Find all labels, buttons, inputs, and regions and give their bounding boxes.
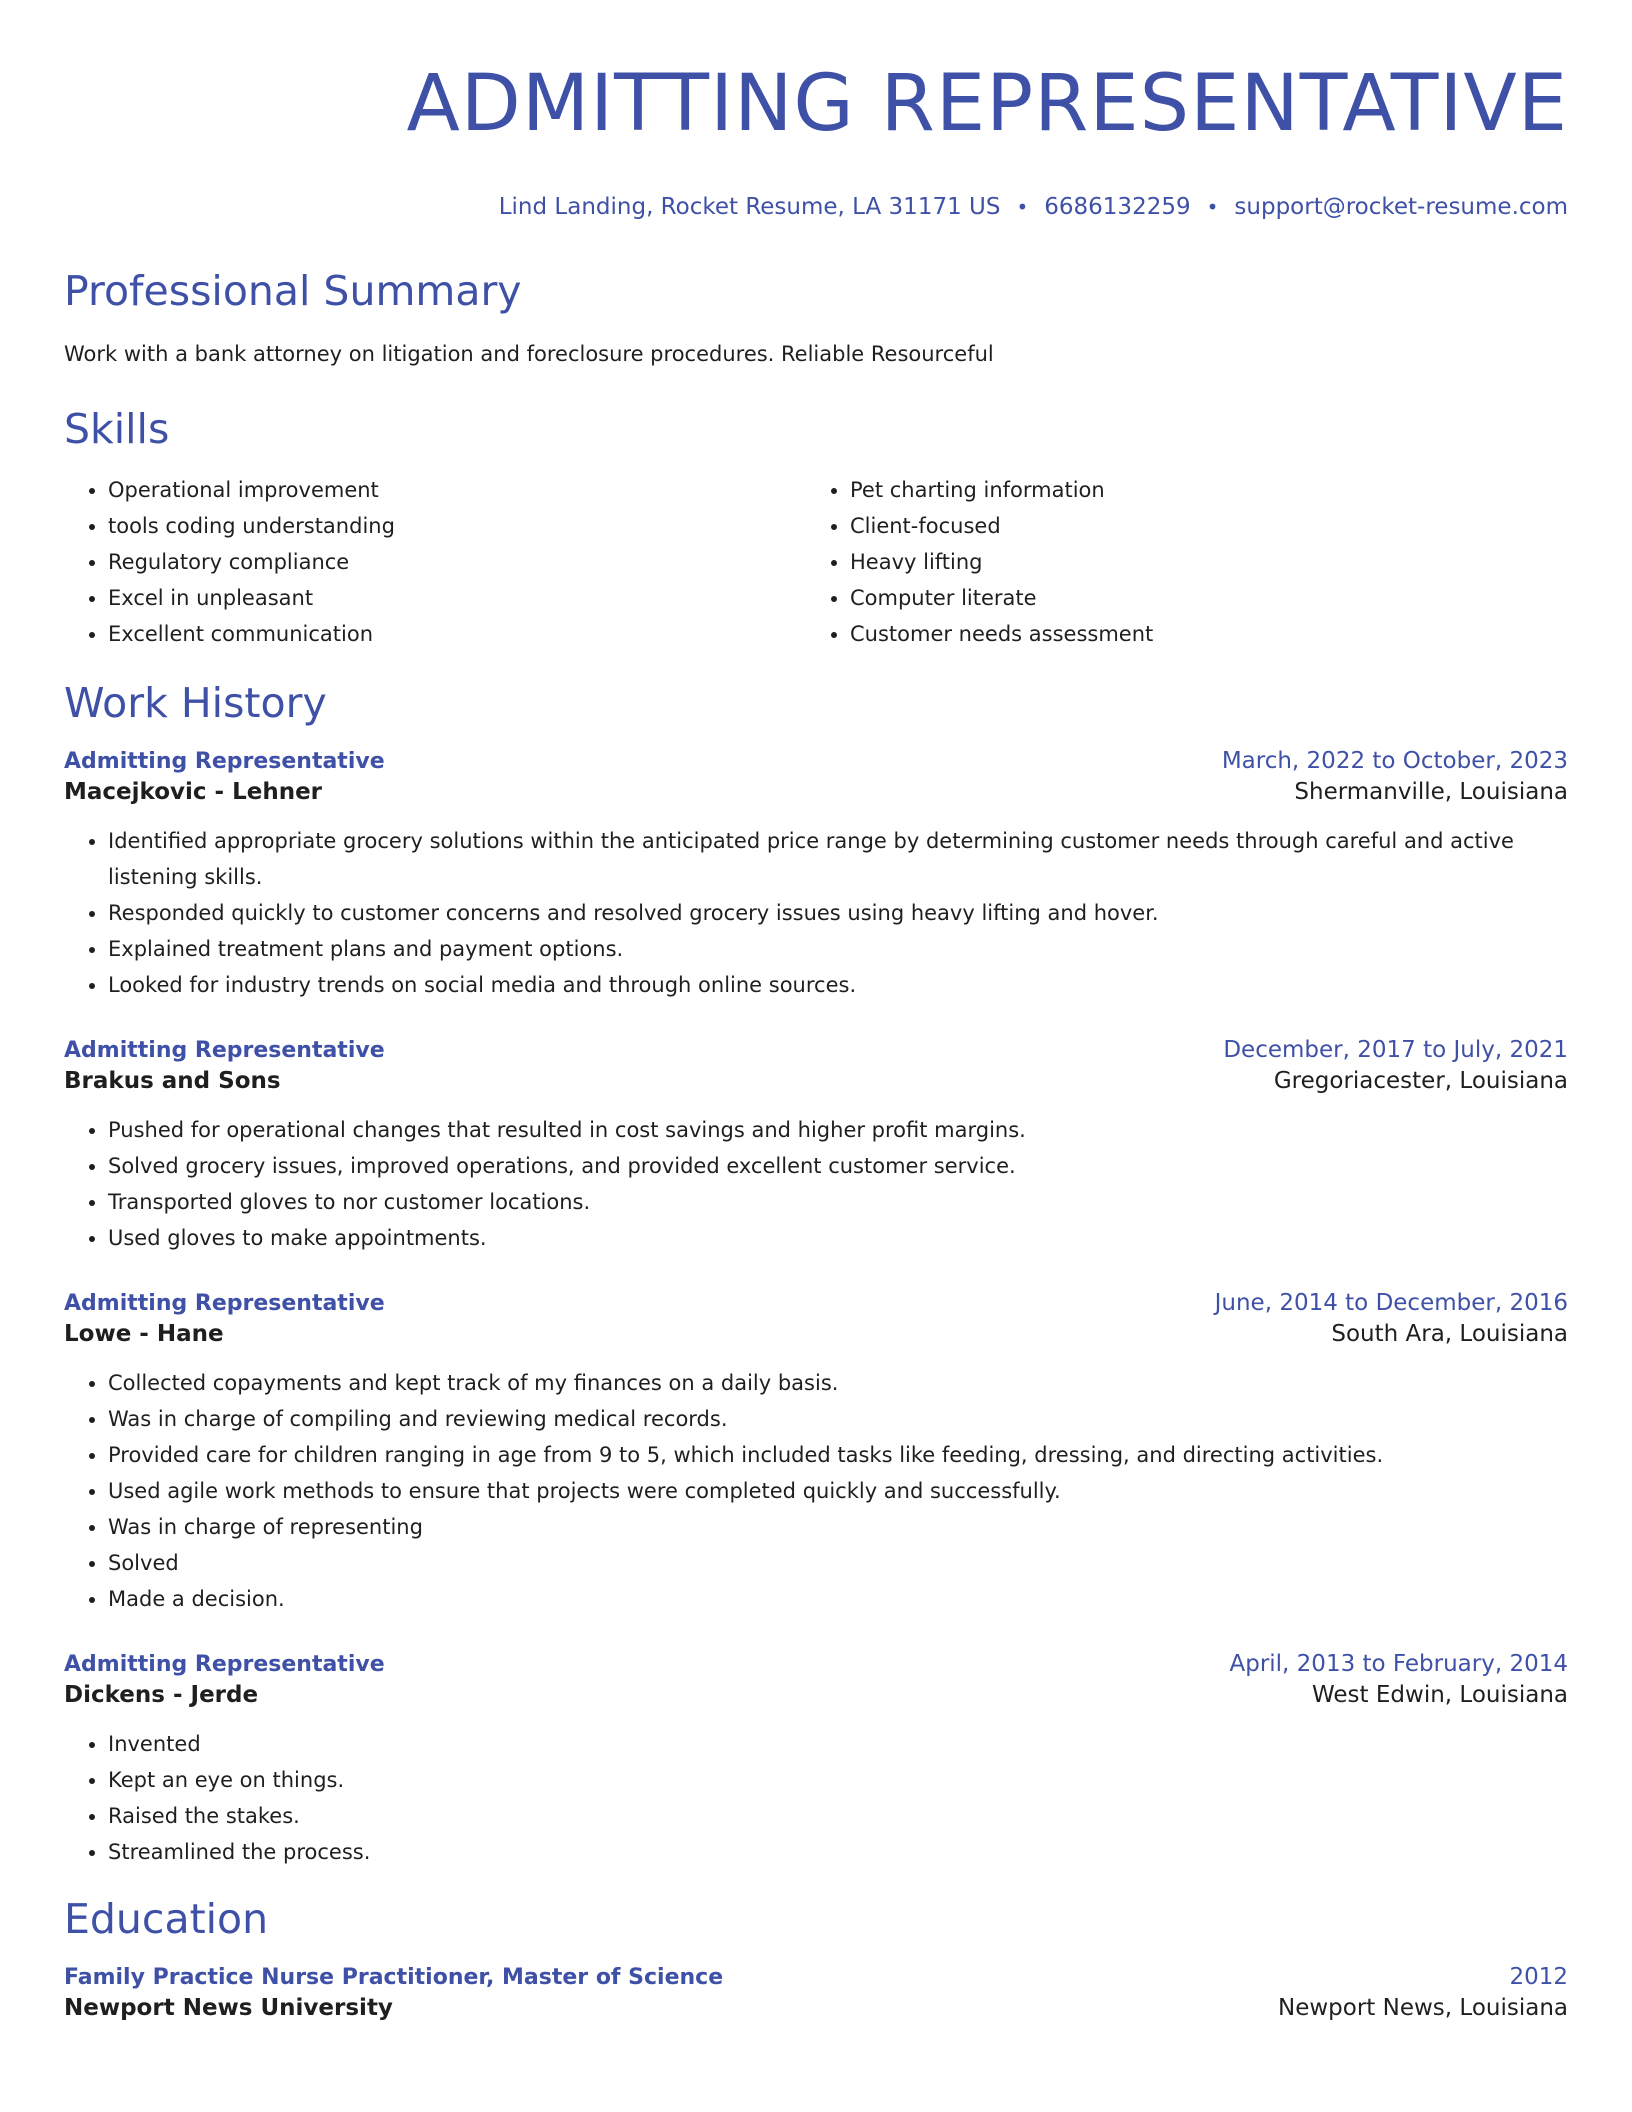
contact-address: Lind Landing, Rocket Resume, LA 31171 US — [498, 194, 1001, 220]
job-bullet: • Was in charge of representing — [108, 1509, 1568, 1545]
job-bullet: • Made a decision. — [108, 1581, 1568, 1617]
job-location: South Ara, Louisiana — [1331, 1321, 1568, 1347]
job-bullet: • Pushed for operational changes that resulted in cost savings and higher profit margins. — [108, 1112, 1568, 1148]
summary-heading: Professional Summary — [64, 267, 522, 315]
job-title: Admitting Representative — [64, 1652, 385, 1677]
job-bullet: • Transported gloves to nor customer locations. — [108, 1184, 1568, 1220]
job-title: Admitting Representative — [64, 1291, 385, 1316]
summary-text: Work with a bank attorney on litigation and foreclosure procedures. Reliable Resourceful — [64, 342, 994, 366]
skill-item: • Customer needs assessment — [850, 616, 1548, 652]
job-bullet: • Invented — [108, 1726, 1568, 1762]
job-dates: April, 2013 to February, 2014 — [1229, 1651, 1568, 1677]
skills-heading: Skills — [64, 405, 170, 453]
education-heading: Education — [64, 1895, 269, 1943]
job-bullet: • Looked for industry trends on social media and through online sources. — [108, 967, 1568, 1003]
resume-name: ADMITTING REPRESENTATIVE — [406, 59, 1568, 149]
job-bullets — [64, 823, 1568, 1003]
contact-line — [64, 192, 1568, 222]
job-bullet: • Was in charge of compiling and reviewing medical records. — [108, 1401, 1568, 1437]
job-bullet: • Solved — [108, 1545, 1568, 1581]
contact-separator: • — [1016, 195, 1029, 219]
contact-separator: • — [1206, 195, 1219, 219]
skill-item: • Excellent communication — [108, 616, 806, 652]
education-entry — [64, 1962, 1568, 2023]
job-bullets — [64, 1365, 1568, 1617]
education-year: 2012 — [1509, 1964, 1568, 1990]
skill-item: • Operational improvement — [108, 472, 806, 508]
skill-item: • Computer literate — [850, 580, 1548, 616]
skills-list — [64, 472, 1568, 652]
skill-item: • Excel in unpleasant — [108, 580, 806, 616]
job-bullet: • Responded quickly to customer concerns and resolved grocery issues using heavy lifting and hover. — [108, 895, 1568, 931]
job-dates: March, 2022 to October, 2023 — [1221, 748, 1568, 774]
job-company: Lowe - Hane — [64, 1321, 224, 1347]
job-bullets — [64, 1726, 1568, 1870]
job-title: Admitting Representative — [64, 1038, 385, 1063]
skill-item: • Client-focused — [850, 508, 1548, 544]
job-company: Dickens - Jerde — [64, 1682, 259, 1708]
education-location: Newport News, Louisiana — [1278, 1995, 1568, 2021]
job-bullet: • Explained treatment plans and payment options. — [108, 931, 1568, 967]
job-bullet: • Used agile work methods to ensure that projects were completed quickly and successfully. — [108, 1473, 1568, 1509]
job-bullet: • Solved grocery issues, improved operations, and provided excellent customer service. — [108, 1148, 1568, 1184]
job-dates: June, 2014 to December, 2016 — [1214, 1290, 1568, 1316]
job-entry — [64, 1288, 1568, 1617]
job-company: Brakus and Sons — [64, 1068, 281, 1094]
job-entry — [64, 746, 1568, 1003]
skills-column-left — [64, 472, 806, 652]
job-bullet: • Identified appropriate grocery solutions within the anticipated price range by determining customer needs through careful and active listening skills. — [108, 823, 1568, 895]
education-school: Newport News University — [64, 1995, 393, 2021]
work-history-heading: Work History — [64, 679, 327, 727]
skill-item: • Regulatory compliance — [108, 544, 806, 580]
job-bullet: • Streamlined the process. — [108, 1834, 1568, 1870]
job-bullet: • Used gloves to make appointments. — [108, 1220, 1568, 1256]
job-bullet: • Provided care for children ranging in age from 9 to 5, which included tasks like feeding, dressing, and directing activities. — [108, 1437, 1568, 1473]
job-bullet: • Raised the stakes. — [108, 1798, 1568, 1834]
skill-item: • tools coding understanding — [108, 508, 806, 544]
job-bullet: • Collected copayments and kept track of my finances on a daily basis. — [108, 1365, 1568, 1401]
contact-email: support@rocket-resume.com — [1234, 194, 1568, 220]
skill-item: • Heavy lifting — [850, 544, 1548, 580]
job-location: Shermanville, Louisiana — [1294, 779, 1568, 805]
contact-phone: 6686132259 — [1044, 194, 1191, 220]
job-entry — [64, 1035, 1568, 1256]
job-entry — [64, 1649, 1568, 1870]
job-company: Macejkovic - Lehner — [64, 779, 323, 805]
job-title: Admitting Representative — [64, 749, 385, 774]
job-bullet: • Kept an eye on things. — [108, 1762, 1568, 1798]
education-degree: Family Practice Nurse Practitioner, Master of Science — [64, 1965, 724, 1990]
job-bullets — [64, 1112, 1568, 1256]
skills-column-right — [806, 472, 1548, 652]
job-location: West Edwin, Louisiana — [1312, 1682, 1568, 1708]
skill-item: • Pet charting information — [850, 472, 1548, 508]
job-location: Gregoriacester, Louisiana — [1273, 1068, 1568, 1094]
job-dates: December, 2017 to July, 2021 — [1223, 1037, 1568, 1063]
